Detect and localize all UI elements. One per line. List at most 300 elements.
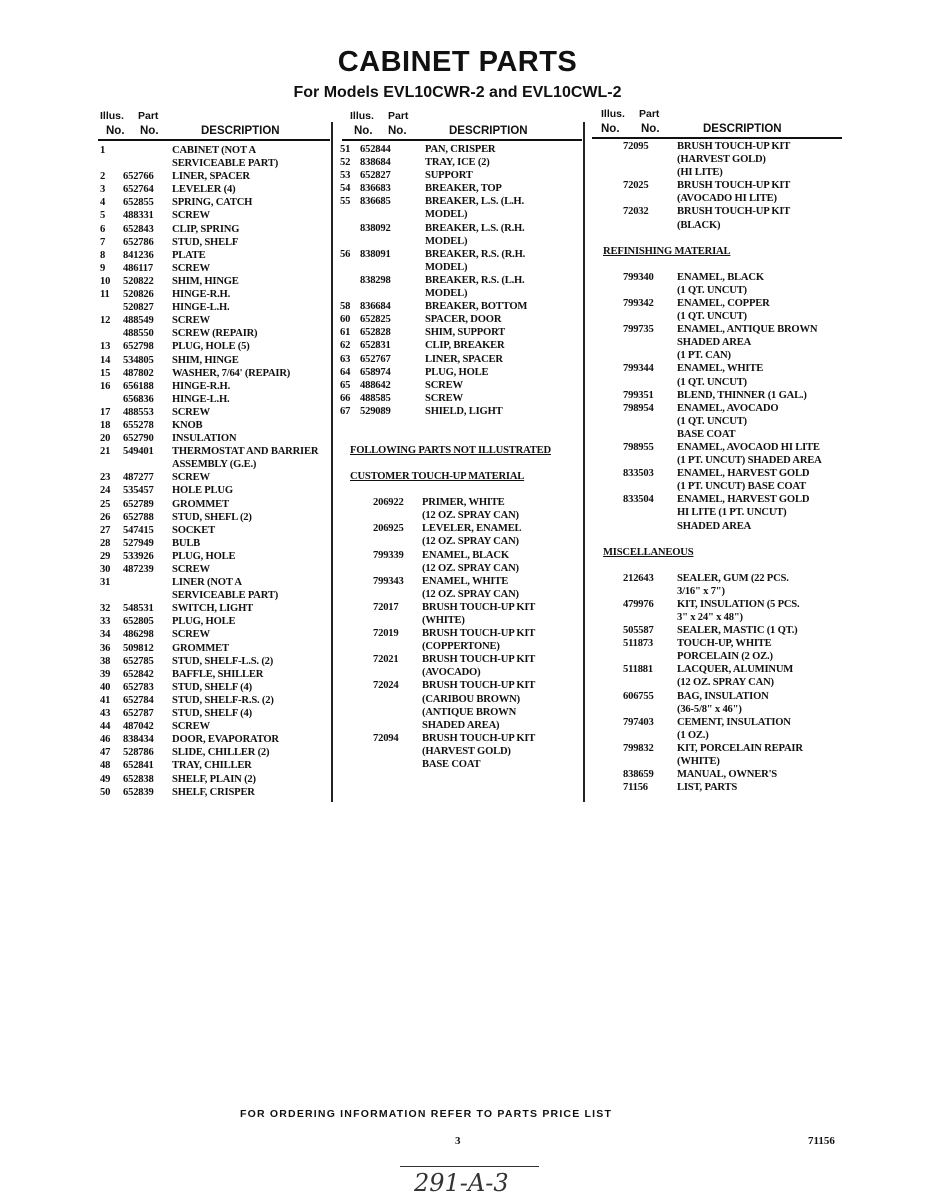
illus-number: 31 [100, 577, 111, 589]
table-row [340, 575, 580, 601]
part-number: 652839 [123, 786, 154, 798]
part-number: 833504 [623, 494, 654, 506]
table-row [603, 179, 843, 205]
table-row [100, 642, 330, 655]
table-row [100, 288, 330, 301]
illus-number: 67 [340, 405, 351, 417]
part-description: SEALER, GUM (22 PCS. [677, 572, 789, 584]
part-description: ENAMEL, COPPER [677, 297, 770, 309]
part-description: BAFFLE, SHILLER [172, 668, 264, 680]
part-description: LEVELER (4) [172, 184, 236, 196]
table-row [100, 327, 330, 340]
part-description: (AVOCADO) [422, 667, 481, 679]
illus-number: 30 [100, 564, 111, 575]
part-number: 838684 [360, 157, 391, 169]
part-description: HINGE-R.H. [172, 380, 231, 392]
part-number: 656836 [123, 393, 154, 405]
part-description: SCREW [172, 721, 210, 733]
illus-number: 55 [340, 196, 351, 208]
illus-number: 13 [100, 341, 111, 353]
illus-number: 50 [100, 786, 111, 798]
header-no: No. [354, 125, 373, 137]
illus-number: 41 [100, 694, 111, 706]
part-description: BRUSH TOUCH-UP KIT [677, 141, 791, 152]
part-description: LEVELER, ENAMEL [422, 523, 522, 535]
part-description: DOOR, EVAPORATOR [172, 734, 279, 746]
header-no: No. [388, 125, 407, 137]
part-number: 72095 [623, 141, 649, 152]
table-row [340, 169, 580, 182]
part-description: BRUSH TOUCH-UP KIT [422, 654, 536, 666]
table-row [100, 406, 330, 419]
part-number: 836685 [360, 196, 391, 208]
part-number: 652825 [360, 314, 391, 326]
part-number: 652828 [360, 327, 391, 339]
part-description: BREAKER, R.S. (R.H. [425, 248, 526, 260]
table-row [603, 140, 843, 179]
header-rule [342, 139, 582, 141]
table-row [603, 663, 843, 689]
page-subtitle: For Models EVL10CWR-2 and EVL10CWL-2 [293, 84, 622, 101]
part-description: SCREW [172, 564, 210, 575]
part-number: 799344 [623, 363, 654, 375]
part-description: PLUG, HOLE (5) [172, 341, 250, 353]
table-row [603, 781, 843, 794]
table-row [603, 598, 843, 624]
part-description: (WHITE) [677, 756, 720, 768]
illus-number: 63 [340, 353, 351, 365]
part-description: HI LITE (1 PT. UNCUT) [677, 507, 787, 519]
illus-number: 60 [340, 314, 351, 326]
part-description: MODEL) [425, 209, 468, 221]
table-row [603, 716, 843, 742]
header-no: No. [140, 125, 159, 137]
parts-column-3 [603, 140, 843, 794]
table-row [100, 628, 330, 641]
illus-number: 61 [340, 327, 351, 339]
part-description: SHADED AREA [677, 337, 752, 349]
part-description: GROMMET [172, 642, 229, 654]
illus-number: 29 [100, 550, 111, 562]
part-number: 206925 [373, 523, 404, 535]
table-row [340, 732, 580, 771]
part-number: 511881 [623, 664, 653, 676]
part-description: BRUSH TOUCH-UP KIT [422, 628, 536, 640]
table-row [100, 170, 330, 183]
part-description: SCREW [172, 210, 210, 222]
part-number: 799339 [373, 549, 404, 561]
part-number: 799832 [623, 742, 654, 754]
table-row [100, 262, 330, 275]
part-description: BAG, INSULATION [677, 690, 769, 702]
part-description: SCREW [172, 315, 210, 327]
table-row [100, 445, 330, 471]
part-description: (12 OZ. SPRAY CAN) [422, 536, 519, 548]
part-number: 72017 [373, 601, 399, 613]
part-description: (1 OZ.) [677, 729, 709, 741]
part-number: 549401 [123, 446, 154, 458]
part-description: SUPPORT [425, 170, 473, 182]
part-number: 652843 [123, 223, 154, 235]
table-row [100, 511, 330, 524]
table-row [100, 746, 330, 759]
part-description: SHIM, HINGE [172, 354, 239, 366]
part-description: ENAMEL, WHITE [422, 575, 509, 587]
table-row [100, 733, 330, 746]
part-description: (WHITE) [422, 615, 465, 626]
part-description: SWITCH, LIGHT [172, 603, 253, 615]
table-row [100, 249, 330, 262]
part-number: 488550 [123, 328, 154, 340]
part-description: MANUAL, OWNER'S [677, 769, 777, 781]
illus-number: 18 [100, 419, 111, 431]
part-description: LINER, SPACER [425, 353, 503, 365]
table-row [100, 773, 330, 786]
part-description: LACQUER, ALUMINUM [677, 664, 794, 676]
part-description: HINGE-L.H. [172, 393, 230, 405]
table-row [100, 196, 330, 209]
part-number: 652842 [123, 668, 154, 680]
part-number: 799343 [373, 575, 404, 587]
column-divider [331, 122, 333, 802]
part-description: SCREW [172, 629, 210, 641]
table-row [100, 432, 330, 445]
part-description: KNOB [172, 419, 203, 431]
part-number: 488585 [360, 392, 391, 404]
part-number: 72025 [623, 180, 649, 192]
table-row [100, 419, 330, 432]
part-number: 488553 [123, 406, 154, 418]
table-row [603, 624, 843, 637]
header-description: DESCRIPTION [703, 123, 782, 135]
table-row [100, 354, 330, 367]
illus-number: 48 [100, 760, 111, 772]
table-row [100, 707, 330, 720]
part-description: BULB [172, 537, 201, 549]
illus-number: 8 [100, 249, 106, 261]
part-number: 72094 [373, 732, 399, 744]
part-description: THERMOSTAT AND BARRIER [172, 446, 319, 458]
part-number: 652855 [123, 197, 154, 209]
part-description: STUD, SHELF (4) [172, 708, 252, 720]
section-heading-miscellaneous: MISCELLANEOUS [603, 546, 694, 558]
table-row [340, 392, 580, 405]
header-part: Part [639, 108, 660, 120]
part-description: KIT, PORCELAIN REPAIR [677, 742, 803, 754]
part-description: SCREW [172, 406, 210, 418]
part-description: LIST, PARTS [677, 782, 738, 794]
table-row [100, 471, 330, 484]
part-description: STUD, SHELF-L.S. (2) [172, 655, 274, 667]
part-description: GROMMET [172, 498, 229, 510]
part-description: ENAMEL, AVOCADO [677, 402, 779, 414]
part-number: 799351 [623, 389, 654, 401]
part-description: BASE COAT [677, 428, 736, 440]
table-row [100, 340, 330, 353]
table-row [340, 522, 580, 548]
table-row [340, 143, 580, 156]
part-number: 838298 [360, 274, 391, 286]
illus-number: 1 [100, 145, 106, 156]
part-description: KIT, INSULATION (5 PCS. [677, 598, 800, 610]
part-description: SCREW [425, 379, 463, 391]
part-number: 798954 [623, 402, 654, 414]
illus-number: 66 [340, 392, 351, 404]
part-description: SLIDE, CHILLER (2) [172, 747, 270, 759]
part-number: 652790 [123, 433, 154, 445]
part-description: (HARVEST GOLD) [422, 745, 511, 757]
table-row [340, 379, 580, 392]
table-row [603, 690, 843, 716]
part-number: 511873 [623, 638, 653, 650]
part-number: 798955 [623, 441, 654, 453]
part-description: MODEL) [425, 261, 468, 273]
part-description: PLUG, HOLE [172, 550, 236, 562]
part-number: 658974 [360, 366, 391, 378]
part-number: 520822 [123, 275, 154, 287]
table-row [100, 380, 330, 393]
part-description: STUD, SHELF-R.S. (2) [172, 694, 274, 706]
table-row [340, 248, 580, 274]
header-rule [98, 139, 330, 141]
illus-number: 36 [100, 642, 111, 654]
illus-number: 39 [100, 668, 111, 680]
illus-number: 10 [100, 275, 111, 287]
part-description: BRUSH TOUCH-UP KIT [422, 601, 536, 613]
part-description: BREAKER, BOTTOM [425, 301, 528, 313]
header-no: No. [641, 123, 660, 135]
part-description: (12 OZ. SPRAY CAN) [677, 677, 774, 689]
part-description: (ANTIQUE BROWN [422, 706, 517, 718]
section-heading-not-illustrated: FOLLOWING PARTS NOT ILLUSTRATED [350, 444, 551, 456]
part-description: BRUSH TOUCH-UP KIT [422, 680, 536, 692]
part-description: BREAKER, R.S. (L.H. [425, 274, 525, 286]
table-row [100, 367, 330, 380]
illus-number: 51 [340, 144, 351, 155]
illus-number: 52 [340, 157, 351, 169]
part-description: SEALER, MASTIC (1 QT.) [677, 625, 798, 637]
part-number: 488642 [360, 379, 391, 391]
illus-number: 24 [100, 485, 111, 497]
part-number: 652805 [123, 616, 154, 628]
part-number: 548531 [123, 603, 154, 615]
illus-number: 16 [100, 380, 111, 392]
part-description: WASHER, 7/64' (REPAIR) [172, 367, 291, 379]
page-title: CABINET PARTS [337, 46, 578, 78]
part-number: 652798 [123, 341, 154, 353]
part-number: 487802 [123, 367, 154, 379]
table-row [340, 405, 580, 418]
part-number: 652787 [123, 708, 154, 720]
illus-number: 34 [100, 629, 111, 641]
part-description: PLATE [172, 249, 206, 261]
illus-number: 25 [100, 498, 111, 510]
part-number: 838659 [623, 769, 654, 781]
part-description: (12 OZ. SPRAY CAN) [422, 562, 519, 574]
part-number: 487239 [123, 564, 154, 575]
table-row [100, 144, 330, 170]
table-row [603, 323, 843, 362]
part-description: BREAKER, L.S. (R.H. [425, 222, 525, 234]
part-description: LINER (NOT A [172, 577, 242, 589]
table-row [603, 467, 843, 493]
header-illus: Illus. [350, 110, 374, 122]
table-row [340, 496, 580, 522]
part-number: 505587 [623, 625, 654, 637]
part-description: (1 QT. UNCUT) [677, 415, 747, 427]
part-number: 72019 [373, 628, 399, 640]
part-description: ENAMEL, BLACK [677, 271, 764, 283]
illus-number: 15 [100, 367, 111, 379]
illus-number: 23 [100, 472, 111, 484]
table-row [340, 313, 580, 326]
part-number: 652838 [123, 773, 154, 785]
part-description: CABINET (NOT A [172, 145, 256, 156]
part-description: BLEND, THINNER (1 GAL.) [677, 389, 807, 401]
part-number: 652789 [123, 498, 154, 510]
part-number: 547415 [123, 524, 154, 536]
part-description: (36-5/8" x 46") [677, 703, 742, 715]
illus-number: 28 [100, 537, 111, 549]
illus-number: 65 [340, 379, 351, 391]
part-number: 479976 [623, 598, 654, 610]
part-description: CEMENT, INSULATION [677, 716, 791, 728]
table-row [340, 300, 580, 313]
illus-number: 47 [100, 747, 111, 759]
part-description: SERVICEABLE PART) [172, 590, 279, 602]
table-row [603, 493, 843, 532]
part-number: 652785 [123, 655, 154, 667]
table-row [340, 353, 580, 366]
part-description: SHADED AREA [677, 520, 752, 532]
part-description: (1 PT. UNCUT) BASE COAT [677, 481, 806, 493]
part-number: 836684 [360, 301, 391, 313]
part-number: 838092 [360, 222, 391, 234]
table-row [603, 637, 843, 663]
part-description: PAN, CRISPER [425, 144, 496, 155]
illus-number: 6 [100, 223, 106, 235]
illus-number: 27 [100, 524, 111, 536]
table-row [100, 550, 330, 563]
table-row [603, 297, 843, 323]
header-part: Part [138, 110, 159, 122]
part-description: SHADED AREA) [422, 719, 500, 731]
part-description: TRAY, CHILLER [172, 760, 252, 772]
illus-number: 11 [100, 289, 110, 301]
part-description: SCREW [172, 472, 210, 484]
part-number: 71156 [623, 782, 648, 794]
part-description: SCREW (REPAIR) [172, 328, 258, 340]
illus-number: 9 [100, 262, 106, 274]
part-description: (1 QT. UNCUT) [677, 284, 747, 296]
part-number: 528786 [123, 747, 154, 759]
table-row [603, 205, 843, 231]
table-row [100, 209, 330, 222]
part-description: CLIP, SPRING [172, 223, 240, 235]
table-row [100, 563, 330, 576]
part-description: SPACER, DOOR [425, 314, 502, 326]
part-description: MODEL) [425, 235, 468, 247]
illus-number: 5 [100, 210, 106, 222]
table-row [100, 537, 330, 550]
part-number: 836683 [360, 183, 391, 195]
table-row [100, 275, 330, 288]
illus-number: 49 [100, 773, 111, 785]
illus-number: 4 [100, 197, 106, 209]
part-number: 652831 [360, 340, 391, 352]
ordering-note: FOR ORDERING INFORMATION REFER TO PARTS PRICE LIST [240, 1108, 613, 1120]
table-row [100, 223, 330, 236]
part-number: 797403 [623, 716, 654, 728]
table-row [100, 681, 330, 694]
part-description: BRUSH TOUCH-UP KIT [422, 732, 536, 744]
table-row [603, 742, 843, 768]
part-number: 656188 [123, 380, 154, 392]
part-description: 3" x 24" x 48") [677, 612, 743, 623]
part-number: 799342 [623, 297, 654, 309]
part-number: 838434 [123, 734, 154, 746]
part-description: (HI LITE) [677, 167, 723, 179]
part-description: INSULATION [172, 433, 237, 445]
illus-number: 12 [100, 315, 111, 327]
part-description: SERVICEABLE PART) [172, 158, 279, 170]
part-description: 3/16" x 7") [677, 585, 725, 597]
table-row [100, 524, 330, 537]
table-row [100, 576, 330, 602]
table-row [100, 301, 330, 314]
part-description: TOUCH-UP, WHITE [677, 638, 772, 650]
section-heading-refinishing: REFINISHING MATERIAL [603, 245, 731, 257]
header-no: No. [601, 123, 620, 135]
table-row [100, 694, 330, 707]
part-description: (COPPERTONE) [422, 641, 500, 653]
table-row [100, 655, 330, 668]
table-row [603, 362, 843, 388]
part-description: PLUG, HOLE [425, 366, 489, 378]
part-number: 72032 [623, 206, 649, 218]
parts-column-1 [100, 144, 330, 799]
illus-number: 26 [100, 511, 111, 523]
part-number: 212643 [623, 572, 654, 584]
part-description: HINGE-R.H. [172, 289, 231, 301]
part-description: SHIM, SUPPORT [425, 327, 506, 339]
table-row [603, 389, 843, 402]
part-description: SCREW [425, 392, 463, 404]
illus-number: 21 [100, 446, 111, 458]
part-description: HINGE-L.H. [172, 302, 230, 314]
table-row [340, 601, 580, 627]
part-number: 533926 [123, 550, 154, 562]
part-description: ENAMEL, HARVEST GOLD [677, 494, 810, 506]
table-row [100, 484, 330, 497]
column-divider [583, 122, 585, 802]
table-row [100, 668, 330, 681]
part-description: (12 OZ. SPRAY CAN) [422, 588, 519, 600]
table-row [340, 274, 580, 300]
header-part: Part [388, 110, 409, 122]
part-description: LINER, SPACER [172, 171, 250, 183]
part-number: 652844 [360, 144, 391, 155]
table-row [340, 326, 580, 339]
part-number: 486298 [123, 629, 154, 641]
part-description: (12 OZ. SPRAY CAN) [422, 510, 519, 522]
part-description: BREAKER, L.S. (L.H. [425, 196, 524, 208]
part-description: ENAMEL, BLACK [422, 549, 509, 561]
illus-number: 7 [100, 236, 106, 248]
part-description: (1 QT. UNCUT) [677, 376, 747, 388]
part-description: TRAY, ICE (2) [425, 157, 490, 169]
table-row [340, 549, 580, 575]
